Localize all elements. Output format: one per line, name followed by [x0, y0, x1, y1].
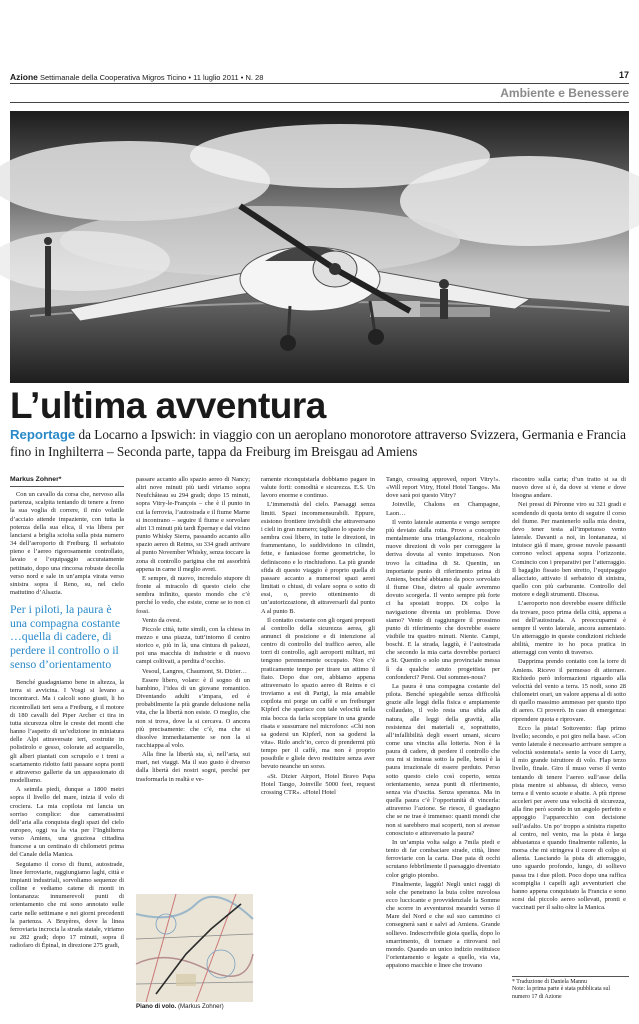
paragraph: riscontro sulla carta; d’un tratto si sa di nuovo dove si è, da dove si viene e dove bisogna andare. — [512, 476, 626, 500]
section-title: Ambiente e Benessere — [500, 86, 629, 100]
article-title: L’ultima avventura — [10, 385, 326, 426]
section-rule — [10, 102, 629, 103]
paragraph: ramente riconquistarla dobbiamo pagare in valute forti: comodità e sicurezza. E.S. Un lavoro enorme e continuo. — [261, 476, 375, 500]
publication-details: Settimanale della Cooperativa Migros Ticino • 11 luglio 2011 • N. 28 — [39, 73, 264, 82]
paragraph: In un’ampia volta salgo a 7mila piedi e tento di far combaciare strade, città, linee ferroviarie con la carta. Due paia di occhi scrutano febbrilmente il paesaggio diventato color grigio piombo. — [386, 838, 500, 879]
article-kicker: Reportage — [10, 427, 76, 442]
map-caption-credit: (Markus Zohner) — [176, 1003, 224, 1010]
paragraph: Benché guadagniamo bene in altezza, la terra si avvicina. I Vosgi si levano a incontrarci. Ma i calcoli sono giusti, li ho ricontrollati ieri sera a Freiburg, e il motore di 180 cavalli del Piper Archer ci tira in tutta sicurezza oltre le creste dei monti che hanno l’aspetto di un’edizione in miniatura delle Alpi attraversate ieri, costruite in polistirolo e gesso, colorate ad acquarello, gli alberi piantati con scrupolo e i treni a scartamento ridotto fatti passare sopra ponti e attraverso gallerie da un appassionato di modellismo. — [10, 679, 124, 785]
article-column-2 — [136, 476, 250, 890]
paragraph: A seimila piedi, dunque a 1800 metri sopra il livello del mare, inizia il volo di crociera. La mia copilota mi lancia un sorriso complice: due cameratissimi dell’aria alla conquista degli spazi del cielo europeo, oggi va la via per l’Inghilterra verso Amiens, una graziosa cittadina francese a un centinaio di chilometri prima del Canale della Manica. — [10, 786, 124, 859]
article-subtitle — [10, 427, 629, 460]
part-note: Note: la prima parte è stata pubblicata sul numero 17 di Azione — [512, 986, 610, 1000]
map-caption-label: Piano di volo. — [136, 1003, 177, 1010]
paragraph: Nei pressi di Péronne viro su 321 gradi e scendendo di quota tento di seguire il corso del fiume. Per mantenerlo sulla mia destra, devo tener testa all’impetuoso vento laterale. Davanti a noi, in lontananza, si intuisce già il mare, grosse nuvole passanti corrono veloci appena sopra l’orizzonte. Comincio con i preparativi per l’atterraggio. Il bagaglio fissato ben stretto, l’equipaggio allacciato, attivato il serbatoio di sinistra, quello con più carburante. Controllo del motore e degli strumenti. Discesa. — [512, 501, 626, 599]
paragraph: Il vento laterale aumenta e vengo sempre più deviato dalla rotta. Provo a concepire mentalmente una triangolazione, ricalcolo nuove direzioni di volo per correggere la deriva dovuta al vento impetuoso. Non trovo la cittadina di St. Quentin, un importante punto di riferimento prima di Amiens, benché abbiamo da poco sorvolato il fiume Oise, dietro al quale avremmo dovuto scorgerla. Il vento sempre più forte ci ha spostati troppo. Di colpo la navigazione diventa un problema. Dove siamo? Vento di raggiungere il prossimo punto di riferimento che dovrebbe essere visibile tra quattro minuti. Niente. Campi, boschi. E la strada, laggiù, è l’autostrada che secondo la mia carta dovrebbe portarci a St. Quentin o solo una provinciale messa lì da qualche astuto progettista per confonderci? Persi. Oui sommes-nous? — [386, 518, 500, 681]
paragraph: Finalmente, laggiù! Negli unici raggi di sole che penetrano la buia coltre nuvolosa ecco luccicante e provvidenziale la Somme che scorre in avventurosi meandri verso il Mare del Nord e che sul suo cammino ci consegnerà sani e salvi ad Amiens. Grande sollievo. Indescrivibile gioia quella, dopo lo smarrimento, di tornare a ritrovarsi nel mondo. Quando un unico indizio restituisce l’orientamento e legate a quello, via via, appaiono macchie e linee che trovano — [386, 880, 500, 970]
article-column-3 — [261, 476, 375, 1016]
paragraph: Tango, crossing approved, report Vitry!». «Will report Vitry, Hotel Hotel Tango». Ma dove sarà poi questo Vitry? — [386, 476, 500, 500]
publication-info — [10, 72, 263, 82]
paragraph: E sempre, di nuovo, incredulo stupore di fronte al miracolo di questo cielo che sembra infinito, questo mondo che c’è perché lo vedo, che esiste, come se io non ci fossi. — [136, 574, 250, 615]
airplane-photo — [10, 111, 629, 383]
paragraph: Alla fine la libertà sta, sì, nell’aria, sui mari, nei viaggi. Ma il suo gusto è diverso dalla libertà dei nostri sogni, perché per trasformarla in realtà e ve- — [136, 751, 250, 783]
flight-plan-map — [136, 894, 253, 1002]
paragraph: Dapprima prendo contatto con la torre di Amiens. Ricevo il permesso di atterrare. Richiedo però informazioni riguardo alla velocità del vento a terra. 15 nodi, sono 28 chilometri orari, un valore appena al di sotto di quello massimo ammesso per questo tipo di aereo. Ci proverò. In caso di emergenza: riprendere quota e riprovare. — [512, 658, 626, 723]
paragraph: «St. Dizier Airport, Hotel Bravo Papa Hotel Tango, Joinville 5000 feet, request crossing CTR». «Hotel Hotel — [261, 772, 375, 796]
paragraph: Joinville, Chalons en Champagne, Laon… — [386, 501, 500, 517]
paragraph: Il contatto costante con gli organi preposti al controllo della sicurezza aerea, gli annunci di posizione e di intenzione al centro di controllo del traffico aereo, alle torri di controllo, agli aeroporti militari, mi tengono perennemente occupato. Non c’è praticamente tempo per tirare un attimo il fiato. Dopo due ore, abbiamo appena attraversato lo spazio aereo di Reims e ci troviamo a est di Parigi, la mia amabile copilota mi porge un caffè e un freiburger Kipferl che sparisce con tale velocità nella mia bocca da farla scoppiare in una grande risata e sussurrare nel microfono: «Chi non sa godersi un Kipferl, non sa godersi la vita». Rido anch’io, cerco di prendermi più tempo per il caffè, ma non è proprio possibile e gliele devo restituire senza aver bevuto neanche un sorso. — [261, 616, 375, 771]
paragraph: Con un cavallo da corsa che, nervoso alla partenza, scalpita tentando di tenere a freno la sua voglia di correre, il mio volatile d’acciaio attende impaziente, con tutta la potenza della sua elica, il via libera per lanciarsi a briglia sciolta sulla pista numero 34 dell’aeroporto di Freiburg. Il serbatoio pieno e l’aereo rigorosamente controllato, lavato e l’equipaggio accuratamente pettinato, dopo una rincorsa robuste decolla verso nord e sale in un’ampia virata verso sinistra sopra il Reno, su, nel cielo mattutino d’Alsazia. — [10, 491, 124, 597]
map-caption — [136, 1003, 224, 1010]
author-byline: Markus Zohner* — [10, 476, 124, 487]
paragraph: L’aeroporto non dovrebbe essere difficile da trovare, poco prima della città, appena a est dell’autostrada. A preoccuparmi è sempre il vento laterale, ancora aumentato. Un atterraggio in queste condizioni richiede abilità, mentre io ho poca pratica in atterraggi con vento di traverso. — [512, 600, 626, 657]
paragraph: Vento da ovest. — [142, 616, 182, 624]
paragraph: Essere libero, volare: è il sogno di un bambino, l’idea di un giovane romantico. Diventando adulti s’impara, ed è probabilmente la più grande delusione nella vita, che la libertà non esiste. O meglio, che non si trova, dove la si cercava. O ancora più precisamente: che c’è, ma che si dissolve immediatamente se non la si racchiappa al volo. — [136, 676, 250, 749]
paragraph: passare accanto allo spazio aereo di Nancy; altri nove minuti più tardi viriamo sopra Neufchâteau su 294 gradi; dopo 15 minuti, sopra Vitry-le-François – che è il punto in cui la ferrovia, l’autostrada e il fiume Marne si incontrano – seguire il fiume e sorvolare altri 13 minuti più tardi Épernay e dal vicino punto Whisky Sierra, passando accanto allo spazio aereo di Reims, su 334 gradi arrivare al punto November Whisky, senza toccare la zona di controllo parigina che mi assorbirà appena in carne il meglio avrei. — [136, 476, 250, 573]
pull-quote: Per i piloti, la paura è una compagna costante …quella di cadere, di perdere il controllo o il senso d’orientamento — [10, 602, 121, 671]
paragraph: L’immensità del cielo. Paesaggi senza limiti. Spazi incommensurabili. Eppure, esistono frontiere invisibili che attraversano i cieli in gran numero; tagliano lo spazio che sembra così libero, in tutte le direzioni, in frammentano, lo suddividono in cilindri, fette, e fantasiose forme geometriche, lo definiscono e lo rinchiudono. La più grande sfida di questo viaggio è proprio quella di passare accanto a numerosi spazi aerei limitati o chiusi, di volare sopra o sotto di essi, o, previo ottenimento di un’autorizzazione, di attraversarli dal punto A al punto B. — [261, 501, 375, 615]
paragraph: Piccole città, tutte simili, con la chiesa in mezzo e una piazza, tutt’intorno il centro storico e, più in là, una cintura di palazzi, poi una macchia di industrie e di nuovo campi coltivati, a perdita d’occhio. — [136, 625, 250, 666]
article-subtitle-text: da Locarno a Ipswich: in viaggio con un aeroplano monorotore attraverso Svizzera, Germania e Francia fino in Inghilterra – Seconda parte, tappa da Freiburg im Breisgau ad Amiens — [10, 427, 626, 459]
article-column-1 — [10, 476, 124, 950]
paragraph: Seguiamo il corso di fiumi, autostrade, linee ferroviarie, raggiungiamo laghi, città e impianti industriali, sorvoliamo sequenze di colline e vediamo catene di monti in lontananza: innumerevoli punti di orientamento che mi sono annotato sulle carte nelle settimane e nei giorni precedenti la partenza. A Bruyères, dove la linea ferroviaria incrocia la strada statale, viriamo su 282 gradi; dopo 17 minuti, sopra il radiofaro di Épinal, in direzione 275 gradi, — [10, 860, 124, 950]
paragraph: Ecco la pista! Sottovento: flap primo livello; secondo, e poi giro nella base. «Con vento laterale è necessario arrivare sempre a velocità sostenuta!» sento la voce di Larry, il mio grande istruttore di volo. Flap terzo livello, finale. Giro il muso verso il vento tentando di tenere l’aereo sull’asse della pista mentre si abbassa, di sbieco, verso terra e il vento scuote e sbatte. A più riprese acceleri per avere una velocità di sicurezza, alla fine però scendo in un angolo perfetto e appoggio l’apparecchio con decisione sull’asfalto. Un po’ troppo a sinistra rispetto al centro, nel vento, ma la pista è larga abbastanza e quando finalmente rallento, la morsa che mi stringeva il cuore di colpo si allenta. Lasciando la pista di atterraggio, uno sguardo profondo, lungo, di sollievo passa tra i due piloti. Poco dopo una raffica scompiglia i capelli agli avventurieri che hanno appena conquistato la Francia e sono scesi dal piccolo aereo sollevati, pronti e vaccinati per il salto oltre la Manica. — [512, 724, 626, 912]
page-number: 17 — [618, 70, 629, 80]
article-column-5 — [512, 476, 626, 972]
footnote — [512, 976, 629, 1001]
paragraph: La paura è una compagna costante del pilota. Benché spiegabile senza difficoltà grazie alle leggi della fisica e ampiamente collaudato, il volo resta una sfida alla natura, alle leggi della gravità, alla resistenza dei materiali e, soprattutto, all’infallibilità degli esseri umani, sicuro come una vincita alla lotteria. Non è la paura di cadere, di perdere il controllo che ora mi si insinua sotto la pelle, bensì è la paura irrazionale di essere perduto. Perso sotto questo cielo così coperto, senza orientamento, senza punti di riferimento, senza via d’uscita. Senza speranza. Ma in quella paura c’è l’opportunità di vincerla: attraverso l’azione. Se riesce, il guadagno che se ne trae è immenso: quanti mondi che non si sarebbero mai scoperti, non si avesse conosciuto e attraversato la paura? — [386, 682, 500, 837]
publication-name: Azione — [10, 72, 38, 82]
article-column-4 — [386, 476, 500, 1016]
paragraph: Vesoul, Langres, Chaumont, St. Dizier… — [142, 667, 248, 675]
translation-note: * Traduzione di Daniela Mannu — [512, 979, 587, 985]
header-rule — [10, 83, 629, 84]
